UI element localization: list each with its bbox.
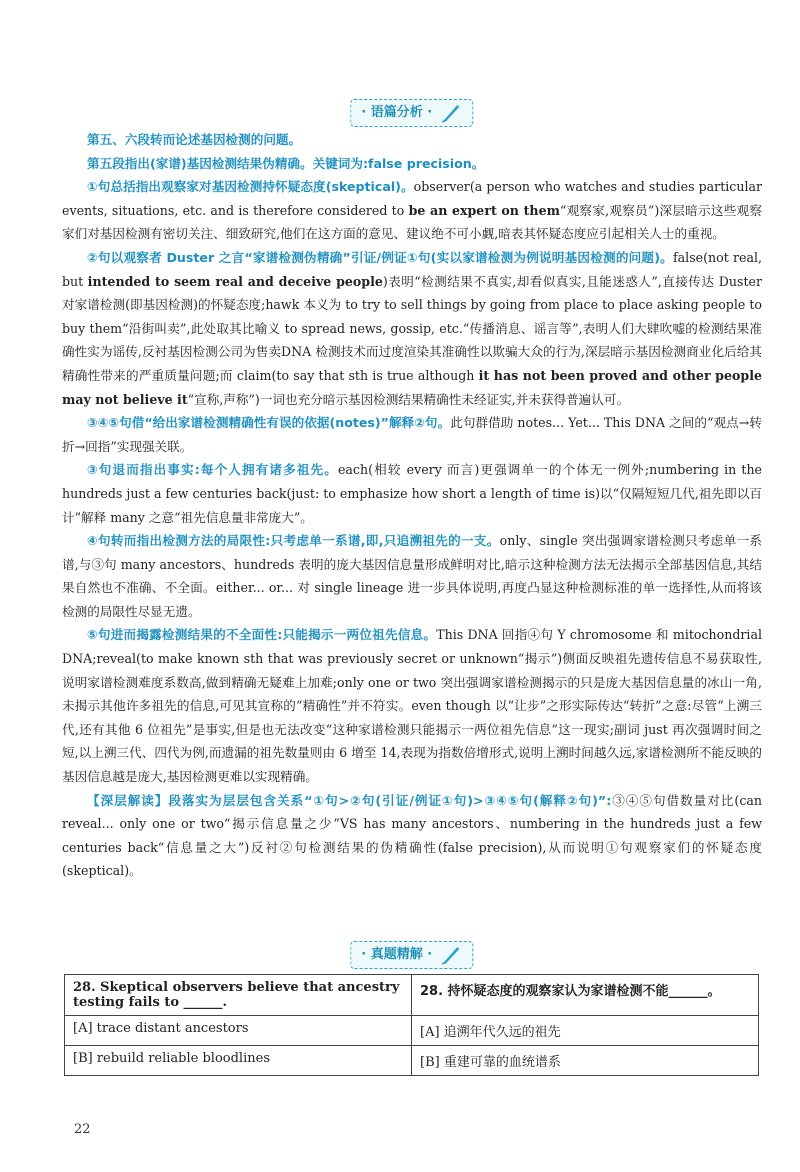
table-row [65,975,759,1016]
body-text: )表明“检测结果不真实,却看似真实,且能迷惑人”,直接传达 Duster 对家谱检测(即基因检测)的怀疑态度;hawk 本义为 to try to sell things by going from place to place asking people to buy them“沿街叫卖”,此处取其比喻义 to spread news, gossip, etc.“传播消息、谣言等”,表明人们大肆吹嘘的检测结果准确性实为谣传,反衬基因检测公司为售卖DNA 检测技术而过度渲染其准确性以欺骗大众的行为,深层暗示基因检测商业化后给其精确性带来的严重质量问题;而 claim(to say that sth is true although [62,273,762,383]
table-row [65,1046,759,1076]
sentence-heading: ④句转而指出检测方法的局限性:只考虑单一系谱,即,只追溯祖先的一支。 [87,533,500,549]
paragraph-heading: 第五段指出(家谱)基因检测结果伪精确。关键词为:false precision。 [87,155,485,171]
bold-text: intended to seem real and deceive people [87,273,383,289]
bold-text: be an expert on them [408,202,560,218]
body-text: only、single 突出强调家谱检测只考虑单一系谱,与③句 many ancestors、hundreds 表明的庞大基因信息量形成鲜明对比,暗示这种检测方法无法揭示全部基因信息,其结果自然也不准确、不全面。either... or... 对 single lineage 进一步具体说明,再度凸显这种检测标准的单一选择性,从而将该检测的局限性尽显无遗。 [62,533,762,619]
body-text: “宣称,声称”)一词也充分暗示基因检测结果精确性未经证实,并未获得普遍认可。 [187,391,630,407]
body-text: This DNA 回指④句 Y chromosome 和 mitochondrial DNA;reveal(to make known sth that was previously secret or unknown“揭示”)侧面反映祖先遗传信息不易获取性,说明家谱检测难度系数高,做到精确无疑难上加难;only one or two 突出强调家谱检测揭示的只是庞大基因信息量的冰山一角,未揭示其他许多祖先的信息,可见其宣称的“精确性”并不符实。even though 以“让步”之形实际传达“转折”之意:尽管“上溯三代,还有其他 6 位祖先”是事实,但是也无法改变“这种家谱检测只能揭示一两位祖先信息”这一现实;副词 just 再次强调时间之短,以上溯三代、四代为例,而遗漏的祖先数量则由 6 增至 14,表现为指数倍增形式,说明上溯时间越久远,家谱检测所不能反映的基因信息越是庞大,基因检测更难以实现精确。 [62,627,762,785]
section-tag-label: · 语篇分析 · [361,105,433,120]
section-tag-exam [350,941,473,969]
question-table [64,974,759,1076]
deep-reading-heading: 【深层解读】段落实为层层包含关系“①句>②句(引证/例证①句)>③④⑤句(解释②句)”: [87,792,612,808]
quill-pen-icon [441,102,463,124]
bold-text: it has not been proved and other people may not believe it [62,367,762,407]
analysis-body [62,128,762,883]
body-text: observer(a person who watches and studies particular events, situations, etc. and is therefore considered to [62,179,763,218]
option-b-cn: [B] 重建可靠的血统谱系 [412,1046,759,1076]
section-tag-analysis [350,99,473,127]
sentence-heading: ①句总括指出观察家对基因检测持怀疑态度(skeptical)。 [87,179,414,195]
quill-pen-icon [441,944,463,966]
question-stem-cn: 28. 持怀疑态度的观察家认为家谱检测不能______。 [412,975,759,1016]
option-a-cn: [A] 追溯年代久远的祖先 [412,1016,759,1046]
sentence-heading: ⑤句进而揭露检测结果的不全面性:只能揭示一两位祖先信息。 [87,627,437,643]
body-text: ③④⑤句借数量对比(can reveal... only one or two“揭示信息量之少”VS has many ancestors、numbering in the hundreds just a few centuries back“信息量之大”)反衬②句检测结果的伪精确性(false precision),从而说明①句观察家们的怀疑态度(skeptical)。 [62,792,762,879]
option-a-en: [A] trace distant ancestors [65,1016,412,1046]
question-stem-en: 28. Skeptical observers believe that ancestry testing fails to ______. [65,975,412,1016]
sentence-heading: ②句以观察者 Duster 之言“家谱检测伪精确”引证/例证①句(实以家谱检测为例说明基因检测的问题)。 [87,249,673,265]
body-text: each(相较 every 而言)更强调单一的个体无一例外;numbering in the hundreds just a few centuries back(just: to emphasize how short a length of time is)以“仅隔短短几代,祖先即以百计”解释 many 之意“祖先信息量非常庞大”。 [62,462,763,525]
option-b-en: [B] rebuild reliable bloodlines [65,1046,412,1076]
section-tag-label: · 真题精解 · [361,947,433,962]
body-text: “观察家,观察员”)深层暗示这些观察家们对基因检测有密切关注、细致研究,他们在这方面的意见、建议绝不可小觑,暗表其怀疑态度应引起相关人士的重视。 [62,202,762,242]
body-text: false(not real, but [62,249,763,289]
table-row [65,1016,759,1046]
page-number: 22 [74,1122,91,1137]
sentence-heading: ③④⑤句借“给出家谱检测精确性有误的依据(notes)”解释②句。 [87,415,451,431]
sentence-heading: ③句退而指出事实:每个人拥有诸多祖先。 [87,462,338,478]
paragraph-heading: 第五、六段转而论述基因检测的问题。 [87,132,302,147]
body-text: 此句群借助 notes... Yet... This DNA 之间的“观点→转折→回指”实现强关联。 [62,415,762,454]
